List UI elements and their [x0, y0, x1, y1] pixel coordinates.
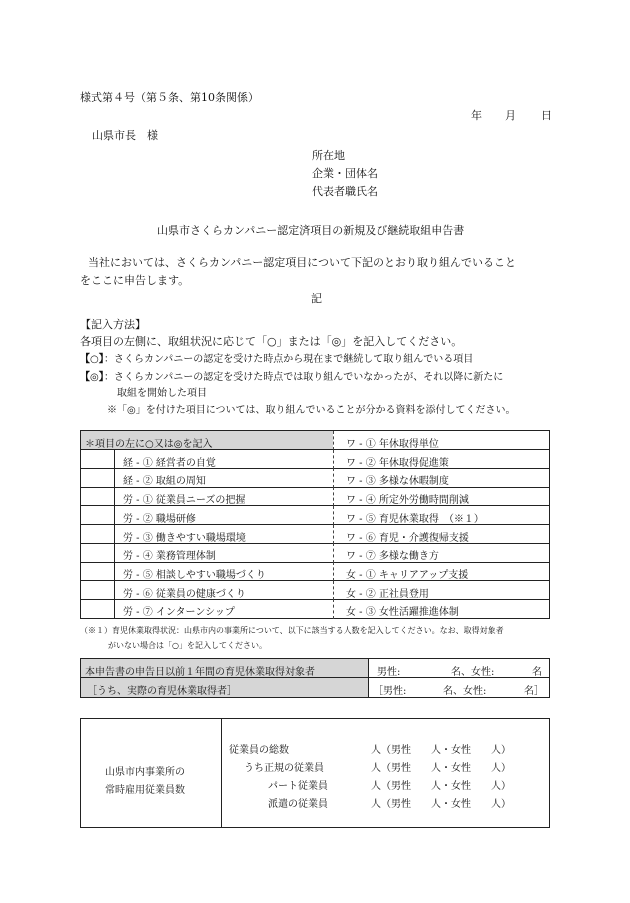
instructions-heading: 【記入方法】 — [80, 318, 146, 331]
double-circle-key: 【◎】 — [80, 372, 109, 383]
attachment-note: ※「◎」を付けた項目については、取り組んでいることが分かる資料を添付してください。 — [107, 405, 516, 416]
checklist-table — [80, 430, 550, 619]
double-circle-text-1: ：さくらカンパニーの認定を受けた時点では取り組んでいなかったが、それ以降に新たに — [104, 372, 504, 383]
date-year: 年 — [471, 109, 482, 122]
check-mark-box[interactable] — [81, 487, 115, 505]
childcare-takers-label: ［うち、実際の育児休業取得者］ — [87, 686, 237, 697]
date-month: 月 — [505, 109, 516, 122]
checklist-item-jo-2: 女 - ② 正社員登用 — [346, 588, 429, 600]
employee-label-line-1: 山県市内事業所の — [105, 767, 185, 778]
document-title: 山県市さくらカンパニー認定済項目の新規及び継続取組申告書 — [157, 224, 465, 237]
dispatched-employees-count[interactable]: 人（男性 人・女性 人） — [371, 799, 511, 810]
field-representative: 代表者職氏名 — [312, 185, 378, 198]
checklist-row — [81, 450, 549, 469]
intro-line-2: をここに申告します。 — [80, 274, 190, 287]
checklist-item-kei-1: 経 - ① 経営者の自覚 — [123, 457, 216, 469]
addressee: 山県市長 様 — [92, 129, 158, 142]
check-mark-box[interactable] — [81, 525, 115, 543]
total-employees-count[interactable]: 人（男性 人・女性 人） — [371, 745, 511, 756]
childcare-targets-label: 本申告書の申告日以前１年間の育児休業取得対象者 — [85, 667, 315, 678]
checklist-item-wa-7: ワ - ⑦ 多様な働き方 — [346, 551, 439, 563]
intro-line-1: 当社においては、さくらカンパニー認定項目について下記のとおり取り組んでいること — [88, 256, 517, 269]
checklist-row — [81, 506, 549, 525]
regular-employees-count[interactable]: 人（男性 人・女性 人） — [371, 763, 511, 774]
checklist-row — [81, 525, 549, 544]
check-mark-box[interactable] — [81, 450, 115, 468]
checklist-item-rou-4: 労 - ④ 業務管理体制 — [123, 551, 216, 563]
checklist-row — [81, 487, 549, 506]
circle-key: 【○】 — [80, 354, 109, 365]
checklist-item-rou-7: 労 - ⑦ インターンシップ — [123, 607, 235, 619]
check-mark-box[interactable] — [81, 543, 115, 561]
parttime-employees-label: パート従業員 — [268, 781, 328, 792]
checklist-row — [81, 581, 549, 600]
takers-male-label: ［男性: — [373, 686, 407, 697]
checklist-row — [81, 543, 549, 562]
checklist-row — [81, 562, 549, 581]
childcare-table — [80, 658, 550, 698]
employee-label-line-2: 常時雇用従業員数 — [105, 785, 185, 796]
checklist-item-wa-6: ワ - ⑥ 育児・介護復帰支援 — [346, 532, 469, 544]
check-mark-box[interactable] — [81, 562, 115, 580]
takers-female-label[interactable]: 名、女性: — [443, 686, 487, 697]
checklist-item-kei-2: 経 - ② 取組の周知 — [123, 476, 206, 488]
checklist-item-rou-3: 労 - ③ 働きやすい職場環境 — [123, 532, 246, 544]
check-mark-box[interactable] — [81, 581, 115, 599]
dispatched-employees-label: 派遣の従業員 — [268, 799, 328, 810]
takers-unit-label[interactable]: 名］ — [524, 686, 544, 697]
childcare-row-takers — [81, 678, 549, 697]
employee-count-table — [80, 718, 550, 828]
date-day: 日 — [541, 109, 552, 122]
checklist-header-label: ＊項目の左に○又は◎を記入 — [85, 439, 213, 450]
field-company: 企業・団体名 — [312, 167, 378, 180]
targets-unit-label[interactable]: 名 — [532, 667, 542, 678]
checklist-row — [81, 599, 549, 618]
checklist-item-wa-4: ワ - ④ 所定外労働時間削減 — [346, 495, 469, 507]
total-employees-label: 従業員の総数 — [229, 745, 289, 756]
checklist-item-wa-3: ワ - ③ 多様な休暇制度 — [346, 476, 449, 488]
instructions-line-1: 各項目の左側に、取組状況に応じて「○」または「◎」を記入してください。 — [80, 335, 463, 348]
check-mark-box[interactable] — [81, 599, 115, 618]
checklist-item-wa-2: ワ - ② 年休取得促進策 — [346, 457, 449, 469]
checklist-item-rou-1: 労 - ① 従業員ニーズの把握 — [123, 495, 246, 507]
checklist-item-jo-1: 女 - ① キャリアアップ支援 — [346, 569, 469, 581]
check-mark-box[interactable] — [81, 468, 115, 486]
checklist-item-jo-3: 女 - ③ 女性活躍推進体制 — [346, 607, 459, 619]
checklist-item-rou-2: 労 - ② 職場研修 — [123, 513, 196, 525]
double-circle-text-2: 取組を開始した項目 — [117, 388, 207, 399]
checklist-row — [81, 468, 549, 487]
footnote-line-2: がいない場合は「○」を記入してください。 — [108, 641, 267, 650]
childcare-row-targets — [81, 659, 549, 678]
targets-male-label: 男性: — [377, 667, 401, 678]
checklist-item-rou-5: 労 - ⑤ 相談しやすい職場づくり — [123, 569, 266, 581]
parttime-employees-count[interactable]: 人（男性 人・女性 人） — [371, 781, 511, 792]
regular-employees-label: うち正規の従業員 — [244, 763, 324, 774]
ki-label: 記 — [311, 292, 322, 305]
form-number: 様式第４号（第５条、第10条関係） — [80, 91, 259, 104]
checklist-item-rou-6: 労 - ⑥ 従業員の健康づくり — [123, 588, 246, 600]
checklist-header-row — [81, 431, 549, 450]
check-mark-box[interactable] — [81, 506, 115, 524]
footnote-line-1: （※１）育児休業取得状況：山県市内の事業所について、以下に該当する人数を記入してください。なお、取得対象者 — [80, 626, 504, 635]
field-address: 所在地 — [312, 149, 345, 162]
checklist-item-wa-5: ワ - ⑤ 育児休業取得 （※１） — [346, 513, 484, 525]
circle-text: ：さくらカンパニーの認定を受けた時点から現在まで継続して取り組んでいる項目 — [104, 354, 474, 365]
targets-female-label[interactable]: 名、女性: — [451, 667, 495, 678]
checklist-item-wa-1: ワ - ① 年休取得単位 — [346, 439, 439, 450]
